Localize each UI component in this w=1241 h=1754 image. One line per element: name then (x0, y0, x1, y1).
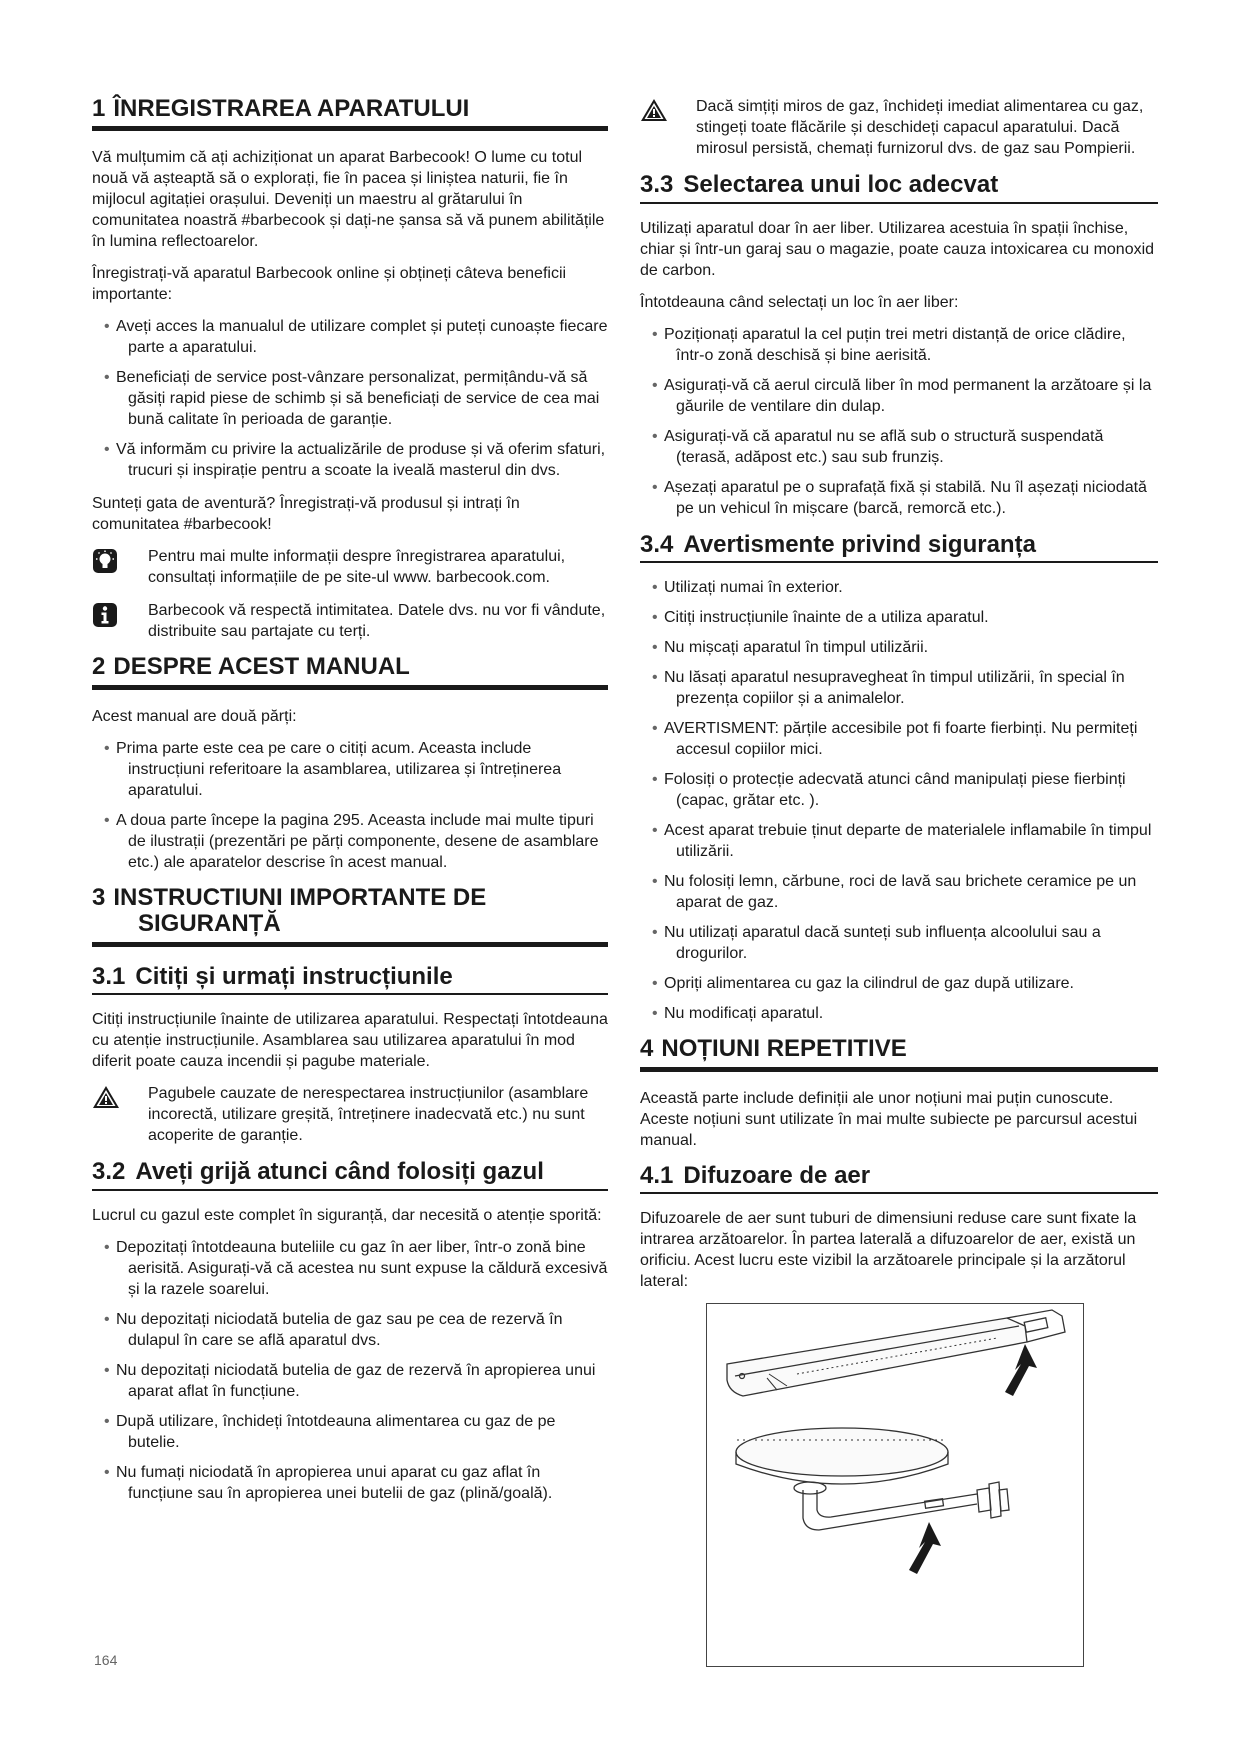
section-number: 2 (92, 653, 106, 681)
list-item: • Nu fumați niciodată în apropierea unui aparat cu gaz aflat în funcțiune sau în apropierea unei butelii de gaz (plină/goală). (104, 1463, 553, 1502)
section-number: 1 (92, 95, 106, 122)
section-3-3-heading (640, 171, 1158, 204)
burner-drawing (707, 1304, 1082, 1665)
paragraph: Această parte include definiții ale unor noțiuni mai puțin cunoscute. Aceste noțiuni sunt utilizate în mai multe subiecte pe parcursul acestui manual. (640, 1089, 1138, 1149)
section-title: Selectarea unui loc adecvat (683, 171, 999, 198)
list-item: • Asigurați-vă că aparatul nu se află sub o structură suspendată (terasă, adăpost etc.) sau sub frunziș. (652, 427, 1104, 466)
list-item: • Nu lăsați aparatul nesupravegheat în timpul utilizării, în special în prezența copiilor și a animalelor. (652, 669, 1125, 708)
bullet-list (92, 738, 608, 873)
section-title: INSTRUCTIUNI IMPORTANTE DE SIGURANȚĂ (113, 883, 487, 938)
paragraph: Citiți instrucțiunile înainte de utilizarea aparatului. Respectați întotdeauna cu atenție instrucțiunile. Asamblarea sau utilizarea aparatului în mod diferit poate cauza incendii și pagube materiale. (92, 1011, 608, 1071)
list-item: • Prima parte este cea pe care o citiți acum. Aceasta include instrucțiuni referitoare la asamblarea, utilizarea și întreținerea aparatului. (104, 739, 562, 799)
warning-triangle-icon (640, 96, 696, 159)
list-item: • Opriți alimentarea cu gaz la cilindrul de gaz după utilizare. (652, 975, 1074, 993)
lightbulb-icon (92, 546, 148, 588)
paragraph: Întotdeauna când selectați un loc în aer liber: (640, 293, 959, 311)
list-item: • Acest aparat trebuie ținut departe de materialele inflamabile în timpul utilizării. (652, 822, 1152, 861)
list-item: • Așezați aparatul pe o suprafață fixă și stabilă. Nu îl așezați niciodată pe un vehicul în mișcare (barcă, remorcă etc.). (652, 478, 1147, 517)
list-item: • Folosiți o protecție adecvată atunci când manipulați piese fierbinți (capac, grătar etc. ). (652, 771, 1126, 810)
section-3-1-heading (92, 963, 608, 996)
bullet-list (640, 324, 1158, 519)
paragraph: Înregistrați-vă aparatul Barbecook online și obțineți câteva beneficii importante: (92, 265, 567, 304)
list-item: • Asigurați-vă că aerul circulă liber în mod permanent la arzătoare și la găurile de ventilare din dulap. (652, 376, 1152, 415)
list-item: • Nu folosiți lemn, cărbune, roci de lavă sau brichete ceramice pe un aparat de gaz. (652, 873, 1137, 912)
list-item: • Utilizați numai în exterior. (652, 579, 843, 597)
section-title: Difuzoare de aer (683, 1161, 871, 1189)
paragraph: Vă mulțumim că ați achiziționat un aparat Barbecook! O lume cu totul nouă vă așteaptă să o explorați, fie în pacea și liniștea naturii, fie în mijlocul agitației orașului. Deveniți un maestru al grătarului în comunitatea noastră #barbecook și dați-ne șansa să vă punem abilitățile în lumina reflectoarelor. (92, 149, 605, 251)
paragraph: Lucrul cu gazul este complet în siguranță, dar necesită o atenție sporită: (92, 1206, 602, 1224)
info-note (92, 600, 608, 642)
section-title: Avertismente privind siguranța (683, 530, 1036, 558)
list-item: • Citiți instrucțiunile înainte de a utiliza aparatul. (652, 609, 989, 627)
list-item: • Nu depozitați niciodată butelia de gaz de rezervă în apropierea unui aparat aflat în funcțiune. (104, 1361, 596, 1400)
bullet-list (92, 316, 608, 481)
section-1-heading (92, 96, 608, 131)
warning-triangle-icon (92, 1083, 148, 1146)
note-text: Pagubele cauzate de nerespectarea instrucțiunilor (asamblare incorectă, utilizare greșită, întreținere inadecvată etc.) nu sunt acoperite de garanție. (148, 1085, 589, 1145)
section-title: Citiți și urmați instrucțiunile (135, 962, 453, 990)
note-text: Dacă simțiți miros de gaz, închideți imediat alimentarea cu gaz, stingeți toate flăcările și deschideți capacul aparatului. Dacă mirosul persistă, chemați furnizorul dvs. de gaz sau Pompierii. (696, 98, 1144, 157)
right-column (640, 96, 1158, 1667)
note-text: Barbecook vă respectă intimitatea. Datele dvs. nu vor fi vândute, distribuite sau partajate cu terți. (148, 602, 606, 641)
section-3-heading (92, 885, 608, 947)
info-icon (92, 600, 148, 642)
section-number: 3.2 (92, 1158, 126, 1186)
list-item: • Vă informăm cu privire la actualizările de produse și vă oferim sfaturi, trucuri și inspirație pentru a scoate la iveală masterul din dvs. (104, 441, 606, 480)
paragraph: Acest manual are două părți: (92, 707, 297, 725)
list-item: • Nu depozitați niciodată butelia de gaz sau pe cea de rezervă în dulapul în care se află aparatul dvs. (104, 1310, 563, 1349)
section-title: NOȚIUNI REPETITIVE (661, 1035, 907, 1063)
section-4-1-heading (640, 1162, 1158, 1195)
bullet-list (92, 1237, 608, 1504)
list-item: • Nu utilizați aparatul dacă sunteți sub influența alcoolului sau a drogurilor. (652, 924, 1101, 963)
note-text: Pentru mai multe informații despre înregistrarea aparatului, consultați informațiile de pe site-ul www. barbecook.com. (148, 548, 566, 587)
list-item: • Nu mișcați aparatul în timpul utilizării. (652, 639, 929, 657)
tip-note (92, 546, 608, 588)
paragraph: Sunteți gata de aventură? Înregistrați-vă produsul și intrați în comunitatea #barbecook! (92, 495, 520, 534)
paragraph: Difuzoarele de aer sunt tuburi de dimensiuni reduse care sunt fixate la intrarea arzătoarelor. În partea laterală a difuzoarelor de aer, există un orificiu. Acest lucru este vizibil la arzătoarele principale și la arzătorul lateral: (640, 1210, 1137, 1291)
left-column (92, 96, 608, 1516)
section-3-2-heading (92, 1158, 608, 1191)
list-item: • A doua parte începe la pagina 295. Aceasta include mai multe tipuri de ilustrații (prezentări pe părți componente, desene de asamblare etc.) ale aparatelor descrise în acest manual. (104, 811, 599, 871)
burner-illustration (706, 1303, 1084, 1667)
section-3-4-heading (640, 531, 1158, 564)
section-title: Aveți grijă atunci când folosiți gazul (135, 1158, 544, 1186)
section-number: 3 (92, 883, 106, 911)
section-number: 4 (640, 1035, 654, 1063)
section-title: ÎNREGISTRAREA APARATULUI (113, 95, 470, 122)
section-number: 3.4 (640, 530, 674, 558)
section-number: 4.1 (640, 1161, 674, 1189)
list-item: • Beneficiați de service post-vânzare personalizat, permițându-vă să găsiți rapid piese de schimb și să beneficiați de service de cea mai bună calitate în perioada de garanție. (104, 369, 600, 429)
list-item: • După utilizare, închideți întotdeauna alimentarea cu gaz de pe butelie. (104, 1412, 556, 1451)
section-number: 3.1 (92, 962, 126, 990)
list-item: • Depozitați întotdeauna buteliile cu gaz în aer liber, într-o zonă bine aerisită. Asigurați-vă că acestea nu sunt expuse la căldură excesivă și la razele soarelui. (104, 1238, 608, 1298)
warning-note (92, 1083, 608, 1146)
section-number: 3.3 (640, 171, 674, 198)
section-title: DESPRE ACEST MANUAL (113, 653, 410, 681)
section-4-heading (640, 1036, 1158, 1071)
list-item: • Nu modificați aparatul. (652, 1005, 824, 1023)
list-item: • Poziționați aparatul la cel puțin trei metri distanță de orice clădire, într-o zonă deschisă și bine aerisită. (652, 325, 1126, 364)
warning-note (640, 96, 1158, 159)
bullet-list (640, 577, 1158, 1024)
list-item: • AVERTISMENT: părțile accesibile pot fi foarte fierbinți. Nu permiteți accesul copiilor mici. (652, 720, 1138, 759)
section-2-heading (92, 654, 608, 689)
list-item: • Aveți acces la manualul de utilizare complet și puteți cunoaște fiecare parte a aparatului. (104, 318, 608, 357)
paragraph: Utilizați aparatul doar în aer liber. Utilizarea acestuia în spații închise, chiar și într-un garaj sau o magazie, poate cauza intoxicarea cu monoxid de carbon. (640, 219, 1155, 279)
page-number: 164 (94, 1652, 118, 1668)
